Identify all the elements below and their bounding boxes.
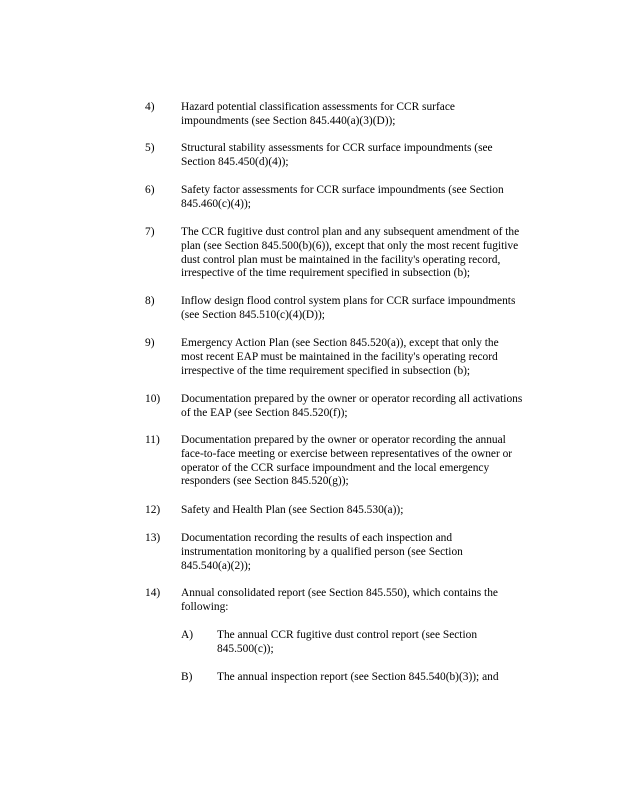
list-item-text: [181, 184, 553, 212]
list-item-text: [181, 504, 553, 518]
text-line: Safety factor assessments for CCR surface impoundments (see Section: [181, 184, 504, 196]
text-line: Structural stability assessments for CCR surface impoundments (see: [181, 142, 493, 154]
list-item-text: [181, 101, 553, 129]
text-line: irrespective of the time requirement specified in subsection (b);: [181, 364, 471, 377]
text-line: Annual consolidated report (see Section 845.550), which contains the: [181, 587, 498, 599]
list-item-number: 11): [145, 434, 160, 446]
text-line: plan (see Section 845.500(b)(6)), except that only the most recent fugitive: [181, 239, 519, 252]
text-line: face-to-face meeting or exercise between representatives of the owner or: [181, 447, 513, 460]
text-line: (see Section 845.510(c)(4)(D));: [181, 308, 325, 321]
list-item-number: 4): [145, 101, 155, 113]
list-item-text: [181, 226, 553, 281]
list-item-text: [181, 295, 553, 323]
text-line: impoundments (see Section 845.440(a)(3)(D));: [181, 114, 396, 127]
list-item-text: [181, 587, 553, 615]
list-item-number: 12): [145, 504, 161, 516]
list-item-number: 8): [145, 295, 155, 307]
text-line: operator of the CCR surface impoundment and the local emergency: [181, 461, 490, 474]
text-line: The annual inspection report (see Section 845.540(b)(3)); and: [217, 671, 499, 683]
text-line: Documentation recording the results of each inspection and: [181, 532, 453, 544]
text-line: Hazard potential classification assessments for CCR surface: [181, 101, 455, 113]
list-item-text: [181, 142, 553, 170]
text-line: of the EAP (see Section 845.520(f));: [181, 406, 348, 419]
sub-list-item-text: [217, 671, 553, 685]
list-item-number: 5): [145, 142, 155, 154]
text-line: Documentation prepared by the owner or operator recording the annual: [181, 434, 506, 446]
sub-list-item-text: [217, 629, 553, 657]
list-item-text: [181, 434, 553, 489]
list-item-number: 13): [145, 532, 161, 544]
text-line: Safety and Health Plan (see Section 845.530(a));: [181, 504, 404, 516]
list-item-number: 6): [145, 184, 155, 196]
text-line: most recent EAP must be maintained in the facility's operating record: [181, 350, 498, 363]
text-line: The CCR fugitive dust control plan and any subsequent amendment of the: [181, 226, 520, 238]
text-line: 845.540(a)(2));: [181, 559, 251, 572]
list-item-number: 10): [145, 393, 161, 405]
text-line: Inflow design flood control system plans for CCR surface impoundments: [181, 295, 516, 307]
list-item-text: [181, 393, 553, 421]
list-item-text: [181, 532, 553, 573]
text-line: Documentation prepared by the owner or operator recording all activations: [181, 393, 523, 405]
list-item-number: 7): [145, 226, 155, 238]
list-item-number: 9): [145, 337, 155, 349]
list-item-number: 14): [145, 587, 161, 599]
list-item-text: [181, 337, 553, 378]
text-line: dust control plan must be maintained in the facility's operating record,: [181, 253, 501, 266]
text-line: following:: [181, 600, 229, 613]
text-line: 845.460(c)(4));: [181, 197, 251, 210]
text-line: irrespective of the time requirement specified in subsection (b);: [181, 267, 471, 280]
sub-list-item-letter: A): [181, 629, 194, 641]
text-line: instrumentation monitoring by a qualified person (see Section: [181, 545, 463, 558]
text-line: Section 845.450(d)(4));: [181, 155, 289, 168]
text-line: responders (see Section 845.520(g));: [181, 475, 349, 488]
text-line: The annual CCR fugitive dust control report (see Section: [217, 629, 478, 641]
text-line: Emergency Action Plan (see Section 845.520(a)), except that only the: [181, 337, 499, 349]
text-line: 845.500(c));: [217, 642, 274, 655]
sub-list-item-letter: B): [181, 671, 193, 683]
